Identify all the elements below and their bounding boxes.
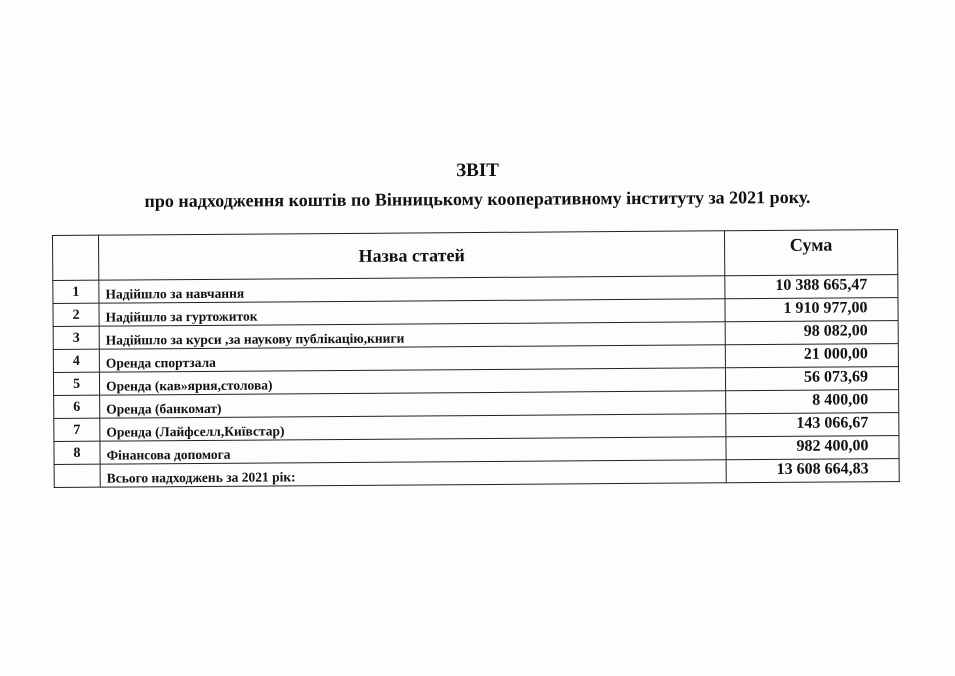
row-number: 3: [53, 326, 99, 349]
row-name: Оренда спортзала: [99, 345, 725, 372]
row-number: 1: [53, 280, 99, 303]
table-header-row: [53, 230, 898, 281]
income-table: [52, 229, 900, 488]
row-sum: 8 400,00: [726, 390, 899, 414]
row-name: Надійшло за навчання: [99, 276, 725, 303]
total-number: [54, 464, 100, 487]
report-title: ЗВІТ: [456, 159, 499, 182]
row-name: Оренда (Лайфселл,Київстар): [100, 414, 726, 441]
row-sum: 98 082,00: [725, 321, 898, 345]
row-number: 7: [54, 418, 100, 441]
row-sum: 21 000,00: [725, 344, 898, 368]
row-name: Фінансова допомога: [100, 437, 726, 464]
row-number: 5: [53, 372, 99, 395]
row-sum: 1 910 977,00: [725, 298, 898, 322]
column-header-name: Назва статей: [99, 231, 725, 280]
row-name: Надійшло за гуртожиток: [99, 299, 725, 326]
row-sum: 143 066,67: [726, 413, 899, 437]
row-sum: 56 073,69: [725, 367, 898, 391]
column-header-number: [53, 235, 99, 280]
row-name: Оренда (банкомат): [100, 391, 726, 418]
row-number: 6: [54, 395, 100, 418]
row-name: Оренда (кав»ярня,столова): [99, 368, 725, 395]
row-number: 8: [54, 441, 100, 464]
row-sum: 982 400,00: [726, 436, 899, 460]
row-name: Надійшло за курси ,за наукову публікацію,книги: [99, 322, 725, 349]
column-header-sum: Сума: [724, 230, 897, 276]
total-label: Всього надходжень за 2021 рік:: [100, 460, 726, 487]
row-number: 2: [53, 303, 99, 326]
report-subtitle: про надходження коштів по Вінницькому кооперативному інституту за 2021 року.: [144, 186, 811, 212]
row-sum: 10 388 665,47: [725, 275, 898, 299]
total-sum: 13 608 664,83: [726, 459, 899, 483]
row-number: 4: [53, 349, 99, 372]
